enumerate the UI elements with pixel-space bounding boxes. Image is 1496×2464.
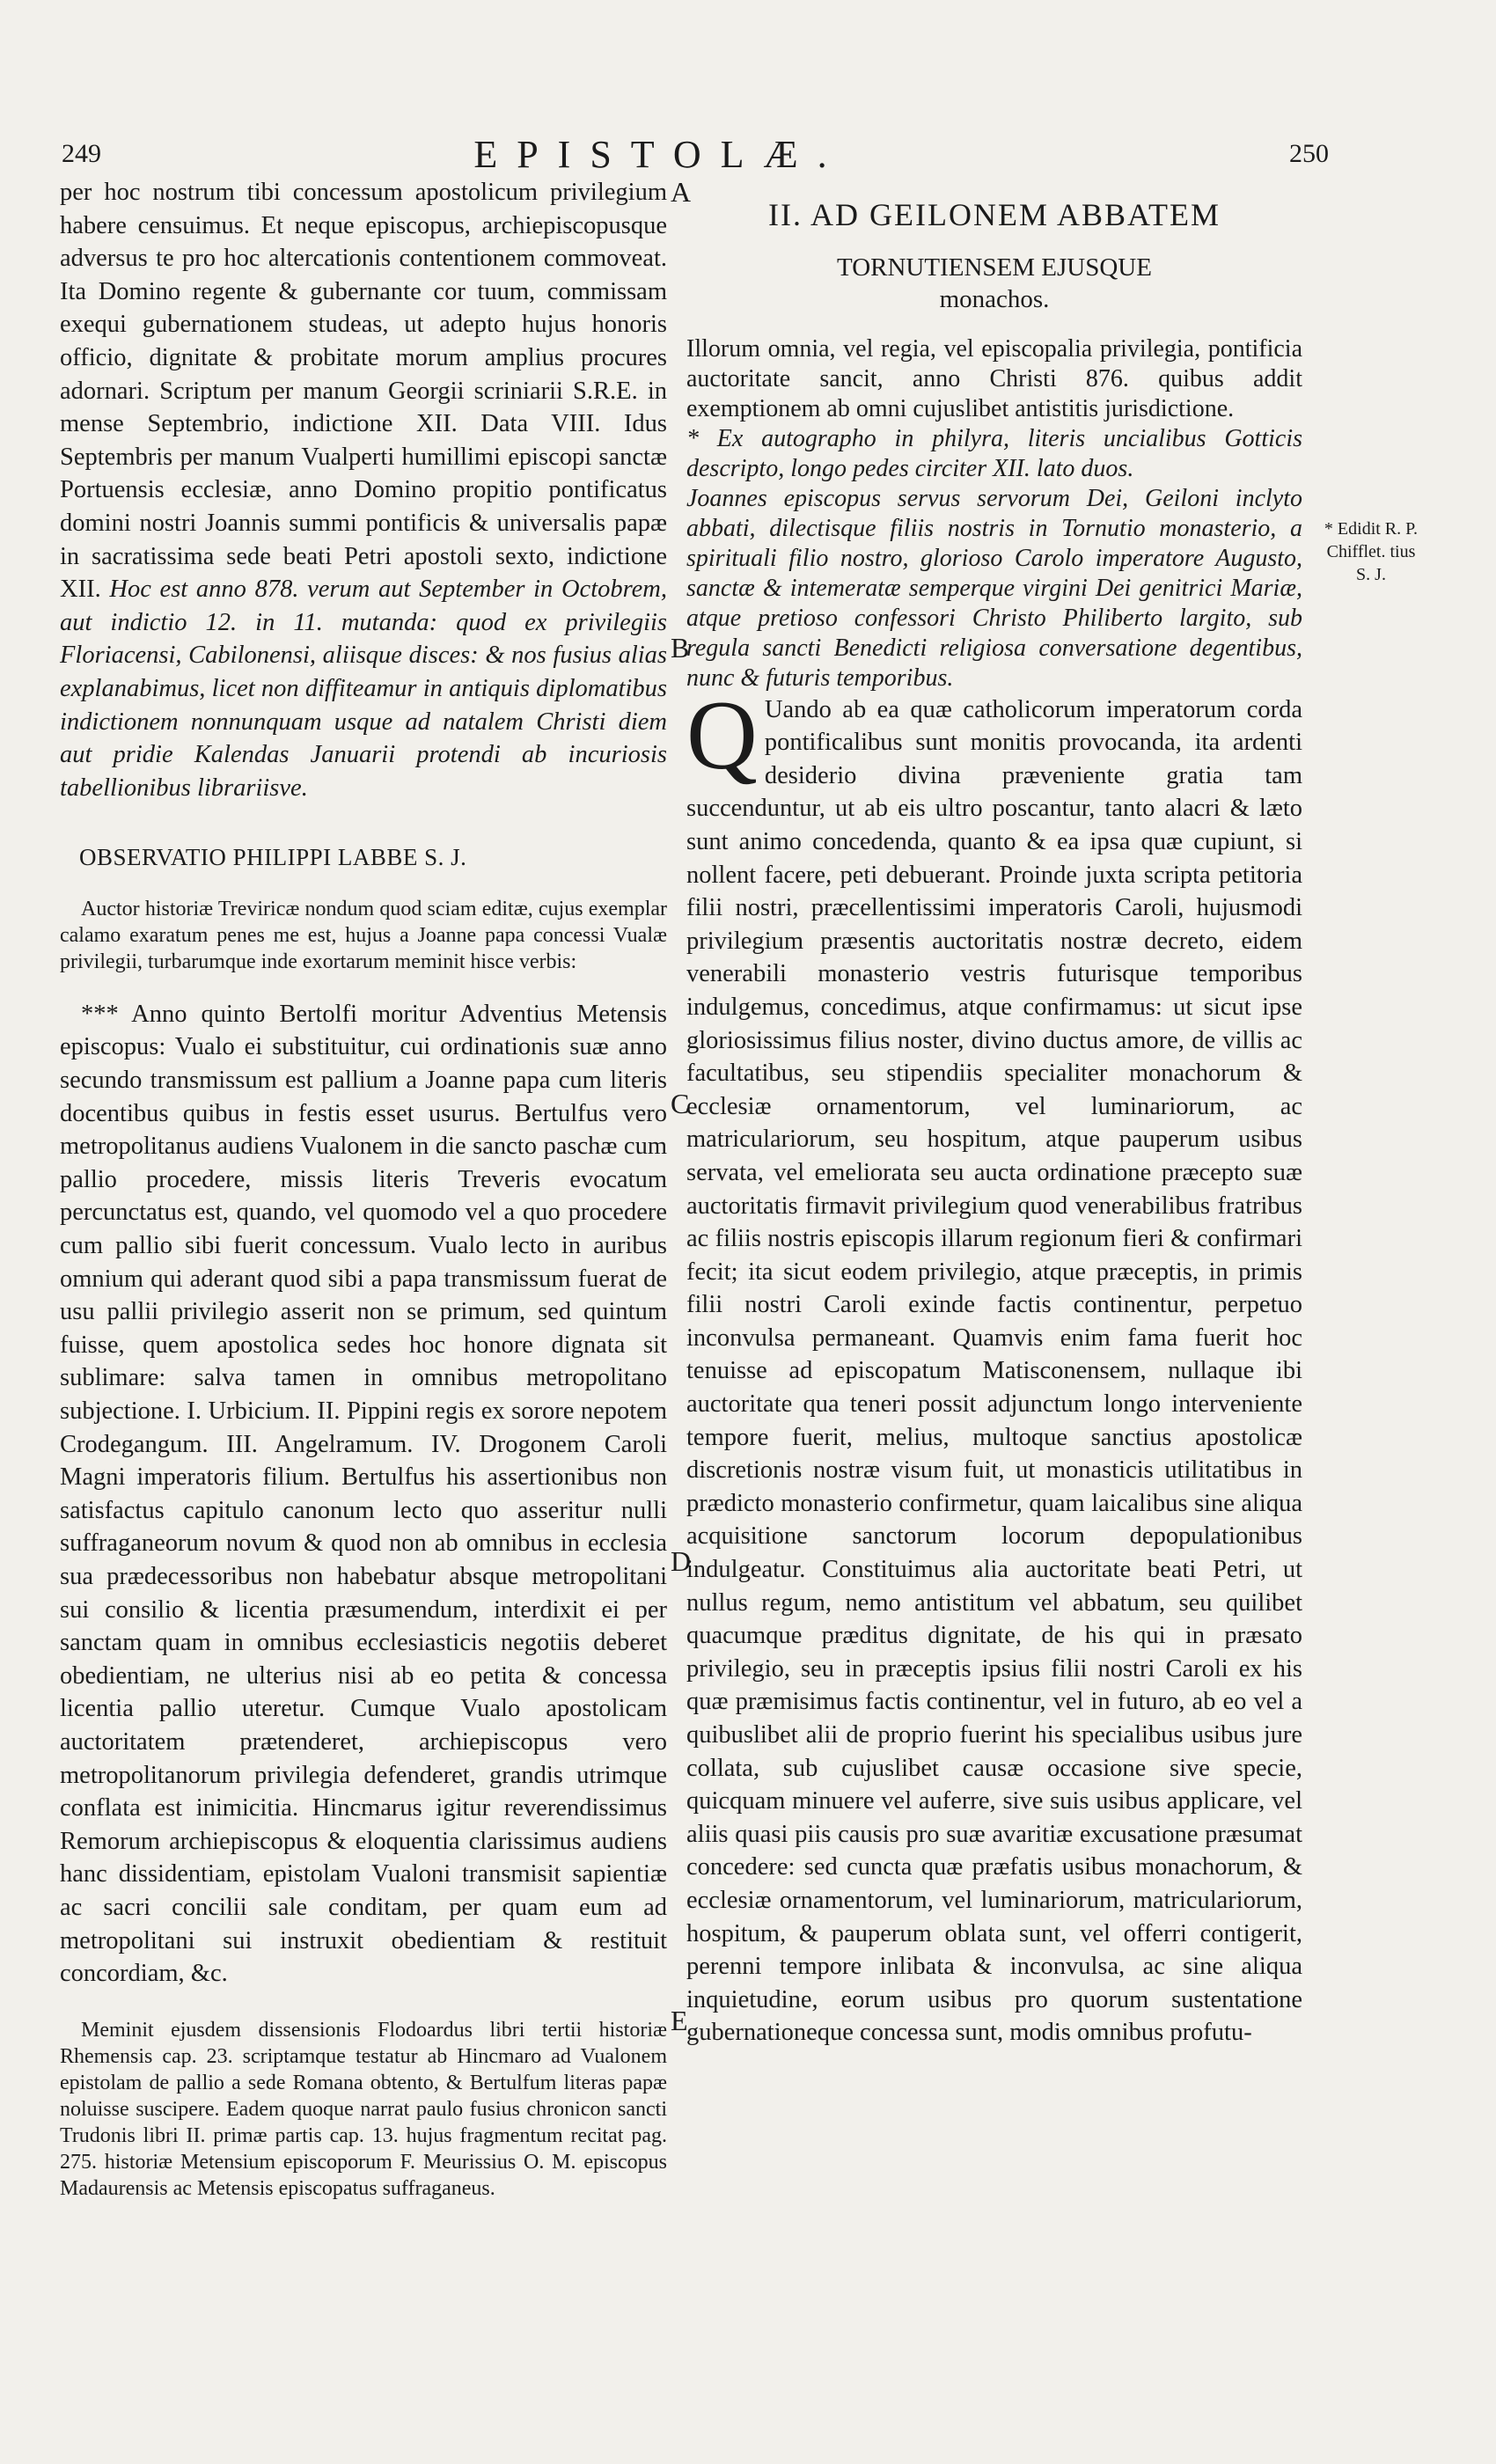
observatio-heading: OBSERVATIO PHILIPPI LABBE S. J. [79, 844, 467, 871]
margin-letter-a: A [671, 176, 692, 208]
margin-letter-c: C [671, 1088, 690, 1119]
right-page-number: 250 [1289, 139, 1329, 168]
letter-subheading-line1: TORNUTIENSEM EJUSQUE [837, 253, 1152, 282]
left-paragraph-1-text: per hoc nostrum tibi concessum apostolicum privilegium habere censuimus. Et neque episcopus, archiepiscopusque adversus te pro hoc altercationis contentionem commoveat. Ita Domino regente & gubernante cor tuum, commissam exequi gubernationem studeas, ut adepto hujus honoris officio, dignitate & probitate morum amplius procures adornari. Scriptum per manum Georgii scriniarii S.R.E. in mense Septembrio, indictione XII. Data VIII. Idus Septembris per manum Vualperti humillimi episcopi sanctæ Portuensis ecclesiæ, anno Domino propitio pontificatus domini nostri Joannis summi pontificis & universalis papæ in sacratissima sede beati Petri apostoli sexto, indictione XII. [60, 179, 667, 604]
margin-letter-b: B [671, 632, 690, 664]
letter-address: Joannes episcopus servus servorum Dei, Geiloni inclyto abbati, dilectisque filiis nostris in Tornutio monasterio, a spirituali filio nostro, glorioso Carolo imperatore Augusto, sanctæ & intemeratæ semperque virgini Dei genitrici Mariæ, atque pretioso confessori Christo Philiberto largito, sub regula sancti Benedicti religiosa conversatione degentibus, nunc & futuris temporibus. [686, 484, 1302, 692]
letter-summary: Illorum omnia, vel regia, vel episcopalia privilegia, pontificia auctoritate sancit, anno Christi 876. quibus addit exemptionem ab omni cujuslibet antistitis jurisdictione. [686, 334, 1302, 422]
margin-note: * Edidit R. P. Chifflet. tius S. J. [1324, 519, 1419, 584]
margin-letter-e: E [671, 2005, 688, 2036]
letter-body-text: Uando ab ea quæ catholicorum imperatorum corda pontificalibus sunt monitis provocanda, ita ardenti desiderio divina præveniente gratia tam succenduntur, ut ab eis ultro poscantur, tanto alacri & læto sunt animo concedenda, quanto & ea ipsa quæ cupiunt, si nollent facere, peti debuerant. Proinde juxta scripta petitoria filii nostri, præcellentissimi imperatoris Caroli, hujusmodi privilegium præsentis auctoritatis nostræ decreto, eidem venerabili monasterio vestris futurisque temporibus indulgemus, concedimus, atque confirmamus: ut sicut ipse gloriosissimus filius noster, divino ductus amore, de villis ac facultatibus, seu stipendiis specialiter monachorum & ecclesiæ ornamentorum, vel luminariorum, ac matriculariorum, seu hospitum, atque pauperum usibus servata, vel emeliorata seu aucta ordinatione præcepto suæ auctoritatis firmavit privilegium quod venerabilibus fratribus ac filiis nostris episcopis illarum regionum fieri & confirmari fecit; ita sicut eodem privilegio, atque præceptis, in primis filii nostri Caroli exinde factis continentur, perpetuo inconvulsa permaneant. Quamvis enim fama fuerit hoc tenuisse ad episcopatum Matisconensem, nullaque ibi auctoritate qua teneri possit adjunctum longo interveniente tempore fuerit, melius, multoque sanctius apostolicæ discretionis nostræ visum fuit, ut monasticis utilitatibus in prædicto monasterio confirmetur, quam laicalibus sine aliqua acquisitione sanctorum locorum depopulationibus indulgeatur. Constituimus alia auctoritate beati Petri, ut nullus regum, nemo antistitum vel abbatum, seu quilibet quacumque præditus dignitate, de his qui in præsato privilegio, seu in præceptis ipsius filii nostri Caroli ex his quæ præmisimus factis continentur, vel in futuro, ab eo vel a quibuslibet alii de proprio fuerint his specialibus usibus jure collata, sub cujuslibet causæ occasione sive specie, quicquam minuere vel auferre, sive suis usibus applicare, vel aliis quasi piis causis pro suæ avaritiæ excusatione præsumat concedere: sed cuncta quæ præfatis usibus monachorum, & ecclesiæ ornamentorum, vel luminariorum, matriculariorum, hospitum, & pauperum oblata sunt, vel offerri contigerit, perenni tempore inlibata & inconvulsa, ac sine aliqua inquietudine, eorum usibus pro quorum sustentatione gubernationeque concessa sunt, modis omnibus profutu- [686, 695, 1302, 2047]
left-paragraph-1-italic: Hoc est anno 878. verum aut September in Octobrem, aut indictio 12. in 11. mutanda: quod ex privilegiis Floriacensi, Cabilonensi, aliisque disces: & nos fusius alias explanabimus, licet non diffiteamur in antiquis diplomatibus indictionem nonnunquam usque ad natalem Christi diem aut pridie Kalendas Januarii protendi ab incuriosis tabellionibus librariisve. [60, 576, 668, 802]
letter-heading: II. AD GEILONEM ABBATEM [768, 197, 1221, 232]
observatio-intro: Auctor historiæ Treviricæ nondum quod sciam editæ, cujus exemplar calamo exaratum penes me est, hujus a Joanne papa concessi Vualæ privilegii, turbarumque inde exortarum meminit hisce verbis: [60, 897, 667, 973]
left-paragraph-1 [60, 176, 667, 804]
left-paragraph-2: *** Anno quinto Bertolfi moritur Adventius Metensis episcopus: Vualo ei substituitur, cui ordinationis suæ anno secundo transmissum est pallium a Joanne papa cum literis docentibus quibus in festis esset usurus. Bertulfus vero metropolitanus audiens Vualonem in die sancto paschæ cum pallio procedere, missis literis Treveris evocatum percunctatus est, quando, vel quomodo vel a quo procedere cum pallio sibi fuerit concessum. Vualo lecto in auribus omnium qui aderant quod sibi a papa transmissum fuerat de usu pallii privilegio asserit non se primum, sed quintum fuisse, quem apostolica sedes hoc honore dignata sit sublimare: salva tamen in omnibus metropolitano subjectione. I. Urbicium. II. Pippini regis ex sorore nepotem Crodegangum. III. Angelramum. IV. Drogonem Caroli Magni imperatoris filium. Bertulfus his assertionibus non satisfactus capitulo canonum lecto quo asseritur nulli suffraganeorum novum & quod non ab omnibus in ecclesia sua prædecessoribus non habebatur absque metropolitani sui consilio & licentia præsumendum, interdixit ei per sanctam quam in omnibus ecclesiasticis negotiis deberet obedientiam, ne ulterius nisi ab eo petita & concessa licentia pallio uteretur. Cumque Vualo apostolicam auctoritatem prætenderet, archiepiscopus vero metropolitanorum privilegia defenderet, grandis utrimque conflata est inimicitia. Hincmarus igitur reverendissimus Remorum archiepiscopus & eloquentia clarissimus audiens hanc dissidentiam, epistolam Vualoni transmisit sapientiæ ac sacri concilii sale conditam, per quam eum ad metropolitani sui instruxit obedientiam & restituit concordiam, &c. [60, 1000, 667, 1988]
letter-body [686, 680, 1302, 2050]
letter-subheading-line2: monachos. [939, 284, 1050, 313]
left-page-number: 249 [62, 139, 101, 168]
running-head-title: EPISTOLÆ. [473, 133, 847, 176]
source-note: * Ex autographo in philyra, literis uncialibus Gotticis descripto, longo pedes circiter XII. lato duos. [686, 424, 1302, 482]
left-note: Meminit ejusdem dissensionis Flodoardus libri tertii historiæ Rhemensis cap. 23. scriptamque testatur ab Hincmaro ad Vualonem epistolam de pallio a sede Romana obtento, & Bertulfum literas papæ noluisse suscipere. Eadem quoque narrat paulo fusius chronicon sancti Trudonis libri II. primæ partis cap. 13. hujus fragmentum recitat pag. 275. historiæ Metensium episcoporum F. Meurissius O. M. episcopus Madaurensis ac Metensis episcopatus suffraganeus. [60, 2018, 667, 2200]
right-column [686, 176, 1302, 2050]
letter-subheading [686, 252, 1302, 315]
drop-cap: Q [686, 680, 758, 790]
margin-letter-d: D [671, 1545, 692, 1577]
left-column [60, 176, 667, 2202]
